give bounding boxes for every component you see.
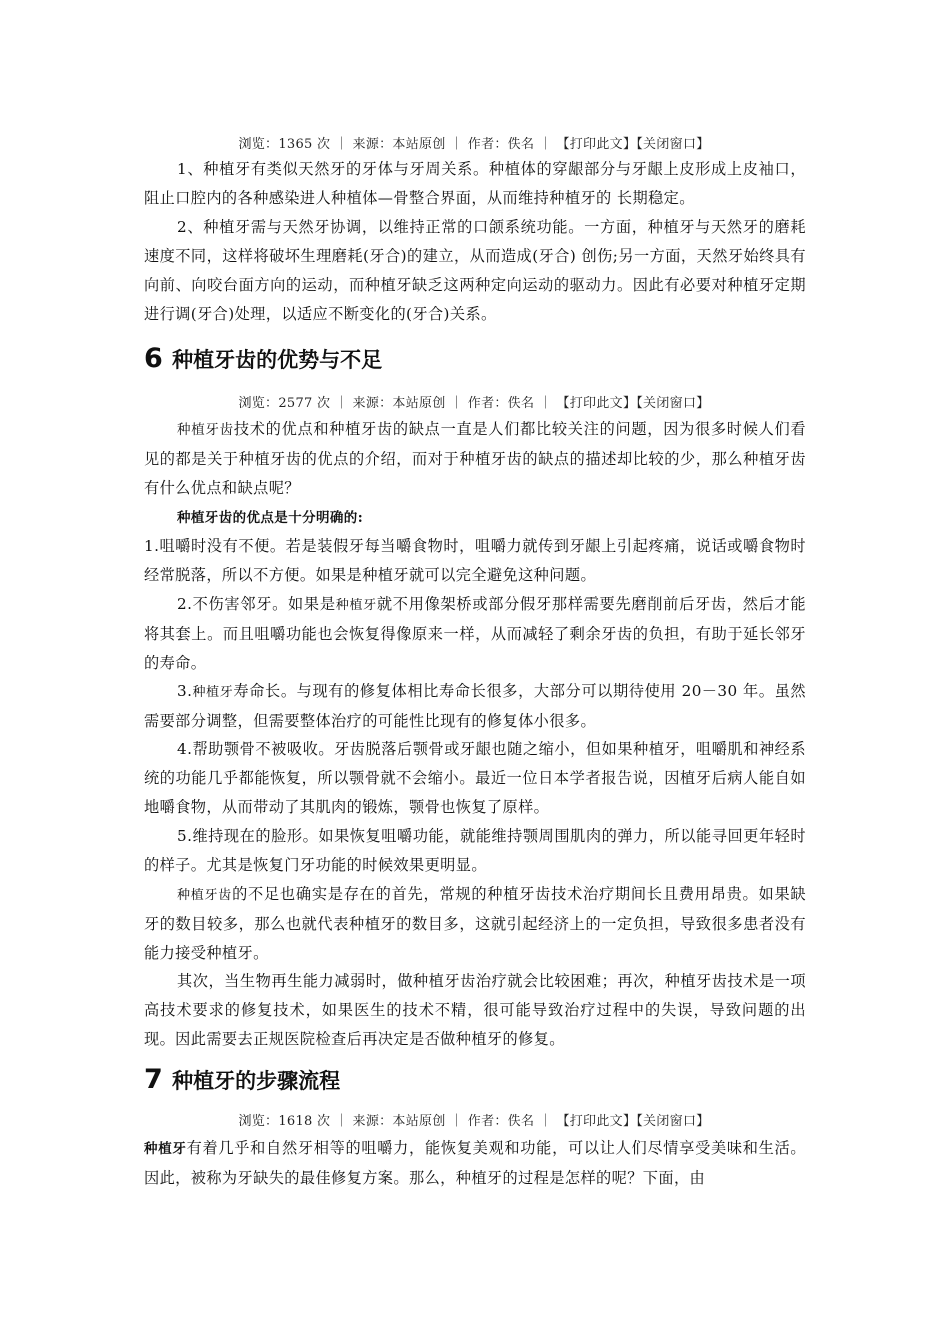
- drawback-text: 的不足也确实是存在的首先，常规的种植牙齿技术治疗期间长且费用昂贵。如果缺牙的数目较多，那么也就代表种植牙的数目多，这就引起经济上的一定负担，导致很多患者没有能力接受种植牙。: [144, 885, 806, 962]
- section6-meta-line: 浏览：2577 次 ｜ 来源：本站原创 ｜ 作者：佚名 ｜ 【打印此文】【关闭窗口】: [238, 396, 710, 411]
- advantages-title-text: 种植牙齿的优点是十分明确的:: [177, 510, 364, 526]
- advantage-item-3: [144, 677, 806, 736]
- intro-lead-term: 种植牙齿: [177, 422, 234, 438]
- item3-text-b: 寿命长。与现有的修复体相比寿命长很多，大部分可以期待使用 20－30 年。虽然需要部分调整，但需要整体治疗的可能性比现有的修复体小很多。: [144, 682, 806, 730]
- advantages-title: [144, 503, 806, 533]
- section6-intro: [144, 415, 806, 503]
- advantage-item-4: 4.帮助颚骨不被吸收。牙齿脱落后颚骨或牙龈也随之缩小，但如果种植牙，咀嚼肌和神经系统的功能几乎都能恢复，所以颚骨就不会缩小。最近一位日本学者报告说，因植牙后病人能自如地嚼食物，从而带动了其肌肉的锻炼，颚骨也恢复了原样。: [144, 740, 806, 816]
- section-number: 6: [144, 343, 163, 374]
- section-heading-6: [144, 343, 382, 374]
- section7-text: 有着几乎和自然牙相等的咀嚼力，能恢复美观和功能，可以让人们尽情享受美味和生活。因此，被称为牙缺失的最佳修复方案。那么，种植牙的过程是怎样的呢？下面，由: [144, 1139, 806, 1187]
- section7-lead-term: 种植牙: [144, 1141, 187, 1157]
- section-number: 7: [144, 1064, 163, 1095]
- section7-meta-line: 浏览：1618 次 ｜ 来源：本站原创 ｜ 作者：佚名 ｜ 【打印此文】【关闭窗口】: [238, 1114, 710, 1129]
- section-title: 种植牙齿的优势与不足: [172, 348, 383, 372]
- item2-text-a: 2.不伤害邻牙。如果是: [177, 595, 336, 613]
- section-title: 种植牙的步骤流程: [172, 1069, 341, 1093]
- drawback-lead-term: 种植牙齿: [177, 888, 233, 903]
- drawback-paragraph-2: 其次，当生物再生能力减弱时，做种植牙齿治疗就会比较困难；再次，种植牙齿技术是一项高技术要求的修复技术，如果医生的技术不精，很可能导致治疗过程中的失误，导致问题的出现。因此需要去正规医院检查后再决定是否做种植牙的修复。: [144, 972, 806, 1048]
- section-heading-7: [144, 1064, 340, 1095]
- advantage-item-1: 1.咀嚼时没有不便。若是装假牙每当嚼食物时，咀嚼力就传到牙龈上引起疼痛，说话或嚼食物时经常脱落，所以不方便。如果是种植牙就可以完全避免这种问题。: [144, 537, 806, 584]
- intro-text: 技术的优点和种植牙齿的缺点一直是人们都比较关注的问题，因为很多时候人们看见的都是关于种植牙齿的优点的介绍，而对于种植牙齿的缺点的描述却比较的少，那么种植牙齿有什么优点和缺点呢？: [144, 420, 806, 497]
- item2-text-b: 就不用像架桥或部分假牙那样需要先磨削前后牙齿，然后才能将其套上。而且咀嚼功能也会恢复得像原来一样，从而减轻了剩余牙齿的负担，有助于延长邻牙的寿命。: [144, 595, 806, 672]
- section7-intro: [144, 1134, 806, 1193]
- item2-term: 种植牙: [335, 598, 377, 613]
- advantage-item-2: [144, 590, 806, 678]
- paragraph-2: 2、种植牙需与天然牙协调，以维持正常的口颌系统功能。一方面，种植牙与天然牙的磨耗速度不同，这样将破坏生理磨耗(牙合)的建立，从而造成(牙合) 创伤;另一方面，天然牙始终具有向前、向咬台面方向的运动，而种植牙缺乏这两种定向运动的驱动力。因此有必要对种植牙定期进行调(牙合)处理，以适应不断变化的(牙合)关系。: [144, 218, 806, 323]
- advantage-item-5: 5.维持现在的脸形。如果恢复咀嚼功能，就能维持颚周围肌肉的弹力，所以能寻回更年轻时的样子。尤其是恢复门牙功能的时候效果更明显。: [144, 827, 806, 874]
- item3-text-a: 3.: [177, 682, 193, 700]
- paragraph-1: 1、种植牙有类似天然牙的牙体与牙周关系。种植体的穿龈部分与牙龈上皮形成上皮袖口，阻止口腔内的各种感染进人种植体—骨整合界面，从而维持种植牙的 长期稳定。: [144, 160, 806, 207]
- drawback-paragraph-1: [144, 880, 806, 968]
- article-meta-line: 浏览：1365 次 ｜ 来源：本站原创 ｜ 作者：佚名 ｜ 【打印此文】【关闭窗口】: [238, 137, 710, 152]
- item3-term: 种植牙: [192, 685, 234, 700]
